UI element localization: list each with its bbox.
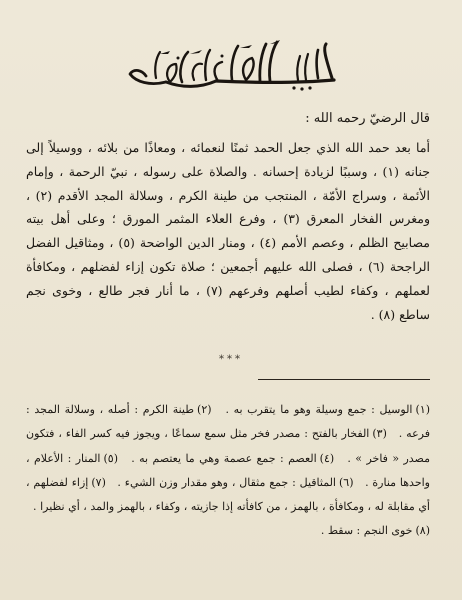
footnote-number: (٧) [91,475,106,489]
footnote-text: العصم : جمع عصمة وهي ما يعتصم به . [131,451,317,465]
footnotes [26,398,430,544]
footnote-text: المثاقيل : جمع مثقال ، وهو مقدار وزن الشيء . [117,475,336,489]
footnote-number: (٦) [338,475,354,489]
footnote-number: (٥) [103,451,119,465]
footnote-number: (١) [415,403,431,416]
footnote-text: المنار : الأعلام ، واحدها منارة . [26,451,430,489]
footnote-text: إزاء لفضلهم ، أي مقابلة له ، ومكافأة ، بالهمز ، من كافأته إذا جازيته ، وكفاء ، بالهمز والمد ، أي نظيرا . [26,475,430,514]
footnote [225,403,430,416]
footnote-number: (٨) [415,524,430,538]
footnote [131,452,334,465]
main-text [26,136,430,326]
footnote-text: الفخار بالفتح : مصدر فخر مثل سمع سماعًا ، ويجوز فيه كسر الفاء ، فتكون مصدر « فاخر » . [26,427,430,465]
footnote-rule [258,379,430,380]
footnote-number: (٢) [197,403,212,416]
footnote-text: الوسيل : جمع وسيلة وهو ما يتقرب به . [225,403,413,416]
footnote-number: (٤) [319,451,335,465]
footnote [117,476,353,489]
body-paragraph: أما بعد حمد الله الذي جعل الحمد ثمنًا لنعمائه ، ومعاذًا من بلائه ، ووسيلاً إلى جنانه (١) ، وسببًا لزيادة إحسانه . والصلاة على رسوله ، نبيّ الرحمة ، وإمام الأئمة ، وسراج الأمّة ، المنتجب من طينة الكرم ، وسلالة المجد الأقدم (٢) ، ومغرس الفخار المعرق (٣) ، وفرع العلاء المثمر المورق ؛ وعلى أهل بيته مصابيح الظلم ، وعصم الأمم (٤) ، ومنار الدين الواضحة (٥) ، ومثاقيل الفضل الراجحة (٦) ، فصلى الله عليهم أجمعين ؛ صلاة تكون إزاء لفضلهم ، ومكافأة لعملهم ، وكفاء لطيب أصلهم وفرعهم (٧) ، ما أنار فجر طالع ، وخوى نجم ساطع (٨) . [26,140,431,322]
basmala-calligraphy-icon [120,36,342,96]
basmala-calligraphy [120,36,342,96]
intro-line: قال الرضيّ رحمه الله : [305,111,430,126]
footnote-text: طينة الكرم : أصله ، وسلالة المجد : فرعه . [26,403,430,441]
footnote-number: (٣) [372,427,387,441]
footnote [321,524,430,537]
footnote-text: خوى النجم : سقط . [320,524,413,538]
section-separator: *** [219,354,243,365]
